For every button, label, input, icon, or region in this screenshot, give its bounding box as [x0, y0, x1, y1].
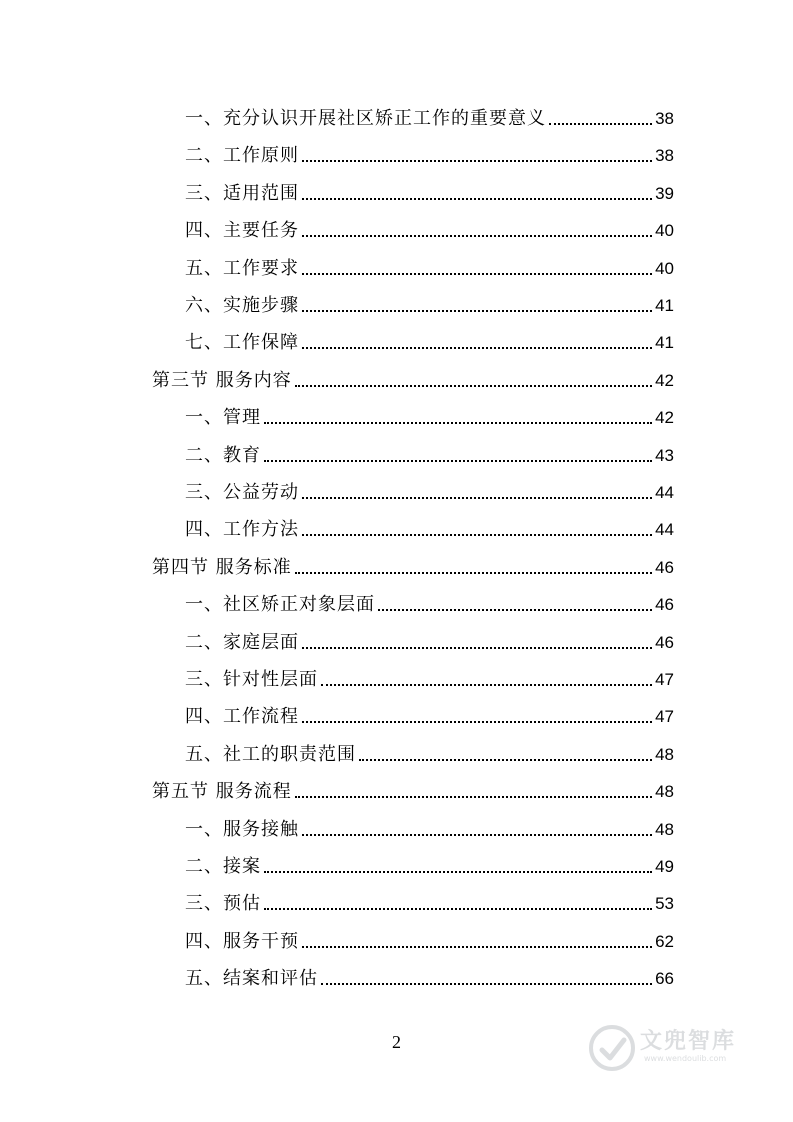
toc-entry[interactable]: [185, 923, 674, 953]
toc-entry-label: 三、针对性层面: [185, 669, 318, 690]
toc-entry-label: 四、主要任务: [185, 220, 299, 242]
toc-entry-page: 46: [655, 632, 674, 652]
toc-entry[interactable]: [185, 137, 674, 167]
toc-dot-leader: [302, 721, 652, 723]
toc-entry[interactable]: [185, 212, 674, 242]
toc-entry-page: 66: [655, 969, 674, 989]
toc-entry[interactable]: [185, 960, 674, 990]
toc-entry-page: 38: [655, 109, 674, 128]
toc-dot-leader: [295, 796, 652, 798]
toc-dot-leader: [295, 385, 652, 387]
toc-entry-label: 七、工作保障: [185, 332, 299, 354]
toc-entry[interactable]: [185, 287, 674, 317]
logo-icon: [588, 1024, 636, 1072]
toc-dot-leader: [302, 946, 652, 948]
toc-entry-page: 48: [655, 819, 674, 839]
toc-entry-page: 47: [655, 670, 674, 689]
toc-dot-leader: [264, 871, 652, 873]
toc-dot-leader: [359, 759, 652, 761]
toc-entry-page: 42: [655, 370, 674, 390]
toc-entry-label: 一、管理: [185, 407, 261, 429]
toc-entry-label: 四、工作流程: [185, 706, 299, 728]
toc-entry-page: 40: [655, 221, 674, 241]
toc-entry-page: 49: [655, 857, 674, 876]
toc-entry-page: 53: [655, 894, 674, 914]
toc-dot-leader: [321, 983, 652, 985]
toc-entry-label: 五、工作要求: [185, 257, 299, 279]
toc-entry-page: 41: [655, 296, 674, 315]
toc-entry[interactable]: [185, 586, 674, 616]
toc-entry[interactable]: [185, 175, 674, 205]
toc-entry-label: 六、实施步骤: [185, 295, 299, 316]
toc-section-entry[interactable]: [152, 362, 674, 392]
toc-dot-leader: [264, 908, 652, 910]
toc-entry[interactable]: [185, 698, 674, 728]
toc-entry[interactable]: [185, 474, 674, 504]
toc-entry-page: 48: [655, 744, 674, 764]
toc-entry[interactable]: [185, 848, 674, 878]
toc-entry[interactable]: [185, 437, 674, 467]
toc-entry-page: 62: [655, 931, 674, 951]
toc-entry[interactable]: [185, 811, 674, 841]
toc-entry-page: 47: [655, 707, 674, 727]
watermark-text: 文兜智库: [640, 1029, 737, 1054]
watermark: [588, 1018, 758, 1078]
toc-entry-label: 第五节 服务流程: [152, 781, 292, 803]
toc-dot-leader: [302, 497, 652, 499]
toc-dot-leader: [302, 198, 652, 200]
toc-entry-page: 48: [655, 782, 674, 802]
toc-entry[interactable]: [185, 736, 674, 766]
toc-entry-label: 第三节 服务内容: [152, 369, 292, 391]
toc-entry-label: 三、公益劳动: [185, 482, 299, 503]
toc-entry[interactable]: [185, 250, 674, 280]
toc-entry-page: 41: [655, 333, 674, 353]
toc-entry-page: 40: [655, 258, 674, 278]
toc-entry-label: 五、社工的职责范围: [185, 743, 356, 765]
toc-entry-label: 第四节 服务标准: [152, 556, 292, 578]
toc-entry[interactable]: [185, 324, 674, 354]
toc-dot-leader: [302, 235, 652, 237]
toc-section-entry[interactable]: [152, 549, 674, 579]
toc-entry-label: 一、社区矫正对象层面: [185, 594, 375, 616]
toc-entry-label: 三、预估: [185, 893, 261, 915]
toc-dot-leader: [264, 422, 652, 424]
watermark-url: www.wendoulib.com: [644, 1054, 727, 1063]
toc-entry-label: 二、教育: [185, 444, 261, 466]
toc-dot-leader: [264, 460, 652, 462]
toc-entry-label: 二、接案: [185, 856, 261, 877]
toc-dot-leader: [321, 684, 652, 686]
toc-dot-leader: [302, 647, 652, 649]
toc-entry[interactable]: [185, 885, 674, 915]
toc-dot-leader: [378, 609, 652, 611]
toc-entry-page: 46: [655, 595, 674, 615]
toc-dot-leader: [302, 160, 652, 162]
toc-entry-page: 38: [655, 146, 674, 166]
toc-entry-label: 五、结案和评估: [185, 968, 318, 990]
toc-entry-label: 三、适用范围: [185, 182, 299, 204]
toc-dot-leader: [302, 310, 652, 312]
toc-entry[interactable]: [185, 511, 674, 541]
toc-entry-page: 46: [655, 557, 674, 577]
toc-entry-page: 44: [655, 520, 674, 540]
toc-entry[interactable]: [185, 399, 674, 429]
toc-entry-label: 一、服务接触: [185, 818, 299, 840]
toc-entry-label: 一、充分认识开展社区矫正工作的重要意义: [185, 108, 546, 129]
toc-dot-leader: [302, 834, 652, 836]
toc-entry-label: 四、服务干预: [185, 930, 299, 952]
toc-entry[interactable]: [185, 624, 674, 654]
toc-entry-page: 42: [655, 408, 674, 428]
toc-dot-leader: [302, 347, 652, 349]
toc-dot-leader: [302, 273, 652, 275]
toc-dot-leader: [295, 572, 652, 574]
toc-entry-label: 二、工作原则: [185, 145, 299, 167]
toc-section-entry[interactable]: [152, 773, 674, 803]
page-number: 2: [392, 1032, 401, 1052]
toc-entry-page: 44: [655, 483, 674, 502]
toc-entry-page: 39: [655, 183, 674, 203]
toc-entry-label: 二、家庭层面: [185, 631, 299, 653]
toc-entry[interactable]: [185, 100, 674, 130]
toc-dot-leader: [302, 534, 652, 536]
toc-entry[interactable]: [185, 661, 674, 691]
toc-dot-leader: [549, 123, 652, 125]
toc-entry-page: 43: [655, 445, 674, 465]
toc-entry-label: 四、工作方法: [185, 519, 299, 541]
